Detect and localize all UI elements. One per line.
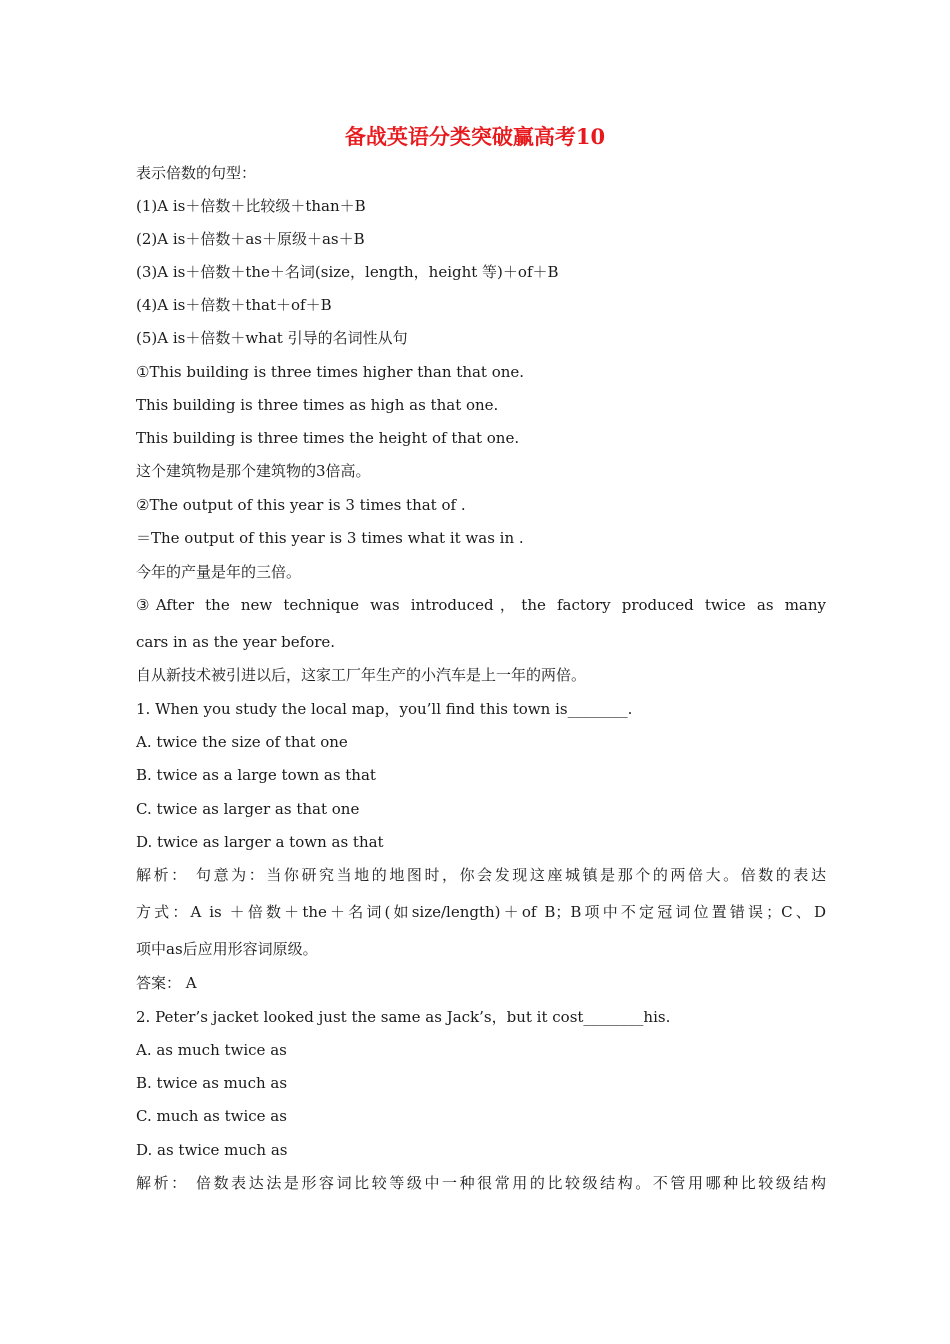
text-line: (2)A is＋倍数＋as＋原级＋as＋B — [136, 230, 365, 248]
option-a: A. as much twice as — [136, 1041, 287, 1059]
text-line: This building is three times as high as that one. — [136, 396, 499, 414]
text-line: (5)A is＋倍数＋what 引导的名词性从句 — [136, 329, 408, 347]
analysis-text: 项中as后应用形容词原级。 — [136, 940, 318, 958]
text-line: (4)A is＋倍数＋that＋of＋B — [136, 296, 332, 314]
option-b: B. twice as much as — [136, 1074, 288, 1092]
option-c: C. twice as larger as that one — [136, 800, 360, 818]
option-d: D. twice as larger a town as that — [136, 833, 384, 851]
analysis-text: 解析： 倍数表达法是形容词比较等级中一种很常用的比较级结构。不管用哪种比较级结构 — [136, 1174, 826, 1192]
text-line: 表示倍数的句型： — [136, 164, 257, 182]
answer-text: 答案： A — [136, 974, 197, 992]
text-line: 这个建筑物是那个建筑物的3倍高。 — [136, 462, 371, 480]
question-1: 1. When you study the local map，you’ll find this town is________. — [136, 700, 633, 718]
text-line: ＝The output of this year is 3 times what it was in . — [136, 529, 524, 547]
text-line: This building is three times the height of that one. — [136, 429, 520, 447]
text-line: (3)A is＋倍数＋the＋名词(size，length，height 等)＋of＋B — [136, 263, 559, 281]
option-b: B. twice as a large town as that — [136, 766, 376, 784]
text-line: 今年的产量是年的三倍。 — [136, 563, 302, 581]
question-2: 2. Peter’s jacket looked just the same as Jack’s，but it cost________his. — [136, 1008, 671, 1026]
option-c: C. much as twice as — [136, 1107, 287, 1125]
analysis-text: 方式：A is ＋倍数＋the＋名词(如size/length)＋of B；B项中不定冠词位置错误；C、D — [136, 903, 826, 921]
document-title: 备战英语分类突破赢高考10 — [344, 124, 606, 149]
option-d: D. as twice much as — [136, 1141, 288, 1159]
analysis-text: 解析： 句意为：当你研究当地的地图时，你会发现这座城镇是那个的两倍大。倍数的表达 — [136, 866, 826, 884]
text-line: ③After the new technique was introduced，the factory produced twice as many — [136, 596, 826, 614]
text-line: 自从新技术被引进以后，这家工厂年生产的小汽车是上一年的两倍。 — [136, 666, 587, 684]
option-a: A. twice the size of that one — [136, 733, 348, 751]
text-line: (1)A is＋倍数＋比较级＋than＋B — [136, 197, 366, 215]
text-line: ②The output of this year is 3 times that of . — [136, 496, 466, 514]
text-line: cars in as the year before. — [136, 633, 336, 651]
text-line: ①This building is three times higher than that one. — [136, 363, 525, 381]
